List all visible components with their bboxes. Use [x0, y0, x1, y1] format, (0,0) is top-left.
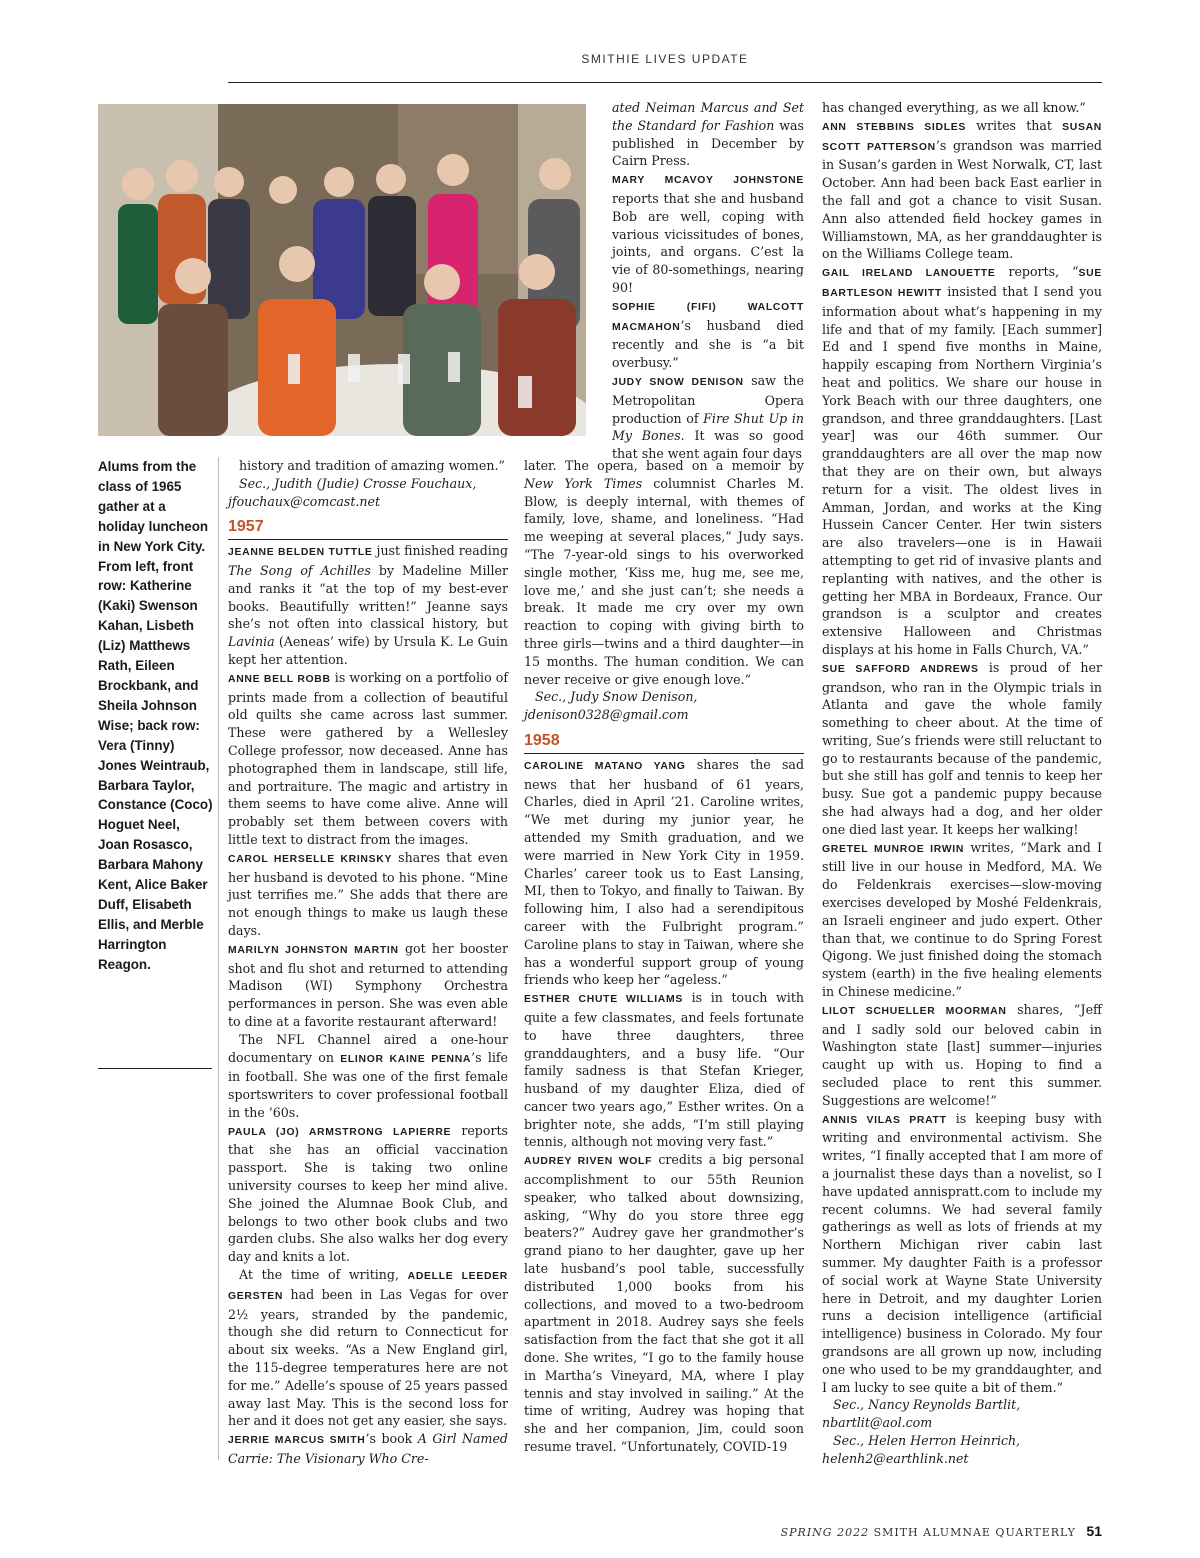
alum-name: SOPHIE (FIFI) WALCOTT MACMAHON: [612, 301, 804, 333]
alum-name: ANNE BELL ROBB: [228, 673, 331, 685]
secretary-email: nbartlit@aol.com: [822, 1415, 933, 1431]
secretary-email: jfouchaux@comcast.net: [228, 493, 381, 509]
entry-paragraph: JEANNE BELDEN TUTTLE just finished reading The Song of Achilles by Madeline Miller and ranks it “at the top of my best-ever books. Beautifully written!” Jeanne says she’s not often into classical history, but Lavinia (Aeneas’ wife) by Ursula K. Le Guin kept her attention.: [228, 543, 509, 667]
alum-name: JUDY SNOW DENISON: [612, 376, 744, 388]
entry-paragraph: GRETEL MUNROE IRWIN writes, “Mark and I still live in our house in Medford, MA. We do Feldenkrais exercises—slow-moving exercises developed by Moshé Feldenkrais, an Israeli engineer and judo expert. Other than that, we continue to do Spring Forest Qigong. We just finished doing the stomach system (earth) in the five healing elements in Chinese medicine.”: [822, 839, 1102, 1000]
alum-name: MARY MCAVOY JOHNSTONE: [612, 175, 804, 187]
running-head: SMITHIE LIVES UPDATE: [581, 52, 749, 66]
class-year-heading: 1958: [524, 732, 804, 754]
alum-name: CAROLINE MATANO YANG: [524, 760, 686, 772]
alum-name: ANNIS VILAS PRATT: [822, 1114, 947, 1126]
alum-name: GAIL IRELAND LANOUETTE: [822, 268, 996, 280]
class-year-heading: 1957: [228, 518, 508, 540]
entry-paragraph: At the time of writing, ADELLE LEEDER GERSTEN had been in Las Vegas for over 2½ years, stranded by the pandemic, though she did return to Connecticut for about six weeks. “As a New England girl, the 115-degree temperatures here are not for me.” Adelle’s spouse of 25 years passed away last May. This is the second loss for her and it does not get any easier, she says.: [228, 1267, 508, 1429]
entry-paragraph: GAIL IRELAND LANOUETTE reports, “SUE BARTLESON HEWITT insisted that I send you information about what’s happening in my life and that of my family. [Each summer] Ed and I spend five months in Maine, happily escaping from Northern Virginia’s heat and politics. We share our house in York Beach with our three daughters, one grandson, and three granddaughters. [Last year] was our 46th summer. Our granddaughters are all over the map now that they are on their own, but always return for a visit. The oldest lives in Amman, Jordan, and works at the King Hussein Cancer Center. Her twin sisters are also travelers—one is in Hawaii attempting to get rid of invasive plants and replanting with natives, and the other is getting her MBA in Bordeaux, France. Our grandson is a sculptor and creates extensive Halloween and Christmas displays at his home in Falls Church, VA.”: [822, 264, 1103, 657]
alum-name: AUDREY RIVEN WOLF: [524, 1156, 653, 1168]
class-secretary: Sec., Nancy Reynolds Bartlit,: [833, 1397, 1021, 1413]
entry-paragraph: LILOT SCHUELLER MOORMAN shares, “Jeff and I sadly sold our beloved cabin in Washington state [last] summer—injuries caught up with us. Hoping to find a secluded place to rent this summer. Suggestions are welcome!”: [822, 1001, 1102, 1108]
group-photo: [98, 104, 586, 436]
alum-name: SUE BARTLESON HEWITT: [822, 268, 1102, 299]
entry-paragraph: CAROLINE MATANO YANG shares the sad news that her husband of 61 years, Charles, died in April ’21. Caroline writes, “We met during my junior year, he attended my Smith graduation, and we were married in New York City in 1959. Charles’ career took us to East Lansing, MI, then to Tokyo, and finally to Taiwan. By following him, I also had a serendipitous career with the Fulbright program.” Caroline plans to stay in Taiwan, where she has a wonderful support group of young friends who keep her “ageless.”: [524, 756, 805, 988]
alum-name: ELINOR KAINE PENNA: [340, 1053, 472, 1065]
caption-rule: [98, 1068, 212, 1069]
entry-paragraph: later. The opera, based on a memoir by New York Times columnist Charles M. Blow, is deeply internal, with themes of family, love, shame, and loneliness. “Had me weeping at several places,” Judy says. “The 7-year-old sings to his overworked single mother, ‘Kiss me, hug me, see me, love me,’ and she just can’t; she needs a break. It made me cry over my own reaction to coping with giving birth to three girls—twins and a third daughter—in 15 months. The human condition. We can never receive or give enough love.”: [524, 458, 804, 687]
entry-paragraph: ated Neiman Marcus and Set the Standard for Fashion was published in December by Cairn Press.: [612, 100, 804, 169]
class-secretary: Sec., Helen Herron Heinrich,: [833, 1432, 1021, 1448]
entry-paragraph: JUDY SNOW DENISON saw the Metropolitan Opera production of Fire Shut Up in My Bones. It was so good that she went again four days: [612, 372, 805, 462]
page-footer: [781, 1523, 1102, 1539]
alum-name: ANN STEBBINS SIDLES: [822, 121, 967, 133]
entry-paragraph: ANNIS VILAS PRATT is keeping busy with writing and environmental activism. She writes, “I finally accepted that I am more of a journalist these days than a novelist, so I have updated annispratt.com to include my recent columns. We had several family gatherings as well as lots of friends at my Northern Michigan river cabin last summer. My daughter Faith is a professor of social work at Wayne State University here in Detroit, and my daughter Lorien runs a decision intelligence (artificial intelligence) business in Colorado. My four grandsons are all grown up now, including one who used to be my granddaughter, and I am lucky to see quite a bit of them.”: [822, 1110, 1102, 1395]
alum-name: GRETEL MUNROE IRWIN: [822, 843, 965, 855]
column-1: [228, 457, 508, 1468]
entry-paragraph: SUE SAFFORD ANDREWS is proud of her grandson, who ran in the Olympic trials in Atlanta and gave the whole family something to cheer about. At the time of writing, Sue’s friends were still reluctant to go to restaurants because of the pandemic, but she still has golf and tennis to keep her busy. Sue got a pandemic puppy because she had always had a dog, and her older one died last year. It keeps her walking!: [822, 659, 1102, 837]
entry-paragraph: ESTHER CHUTE WILLIAMS is in touch with quite a few classmates, and feels fortunate to have three daughters, three granddaughters, and a busy life. “Our family sadness is that Stefan Krieger, husband of my daughter Eliza, died of cancer two years ago,” Esther writes. On a brighter note, she adds, “I’m still playing tennis, although not moving very fast.”: [524, 990, 804, 1150]
header-rule: [228, 82, 1102, 83]
entry-paragraph: The NFL Channel aired a one-hour documentary on ELINOR KAINE PENNA’s life in football. She was one of the first female sportswriters to cover professional football in the ’60s.: [228, 1031, 509, 1120]
alum-name: SUE SAFFORD ANDREWS: [822, 663, 979, 675]
entry-paragraph: MARILYN JOHNSTON MARTIN got her booster shot and flu shot and returned to attending Madison (WI) Symphony Orchestra performances in person. She was even able to dine at a favorite restaurant afterward!: [228, 940, 508, 1029]
entry-paragraph: AUDREY RIVEN WOLF credits a big personal accomplishment to our 55th Reunion speaker, who talked about downsizing, asking, “Why do you store three egg beaters?” Audrey gave her grandmother’s grand piano to her daughter, gave up her late husband’s pool table, successfully distributed 1,000 books from his collections, and moved to a two-bedroom apartment in 2018. Audrey says she feels satisfaction from the fact that she got it all done. She writes, “I go to the family house in Martha’s Vineyard, MA, where I play tennis and stay involved in sailing.” At the time of writing, Audrey was hoping that she and her companion, Jim, could soon resume travel. “Unfortunately, COVID-19: [524, 1152, 804, 1455]
class-secretary: Sec., Judy Snow Denison,: [535, 689, 698, 705]
entry-paragraph: ANN STEBBINS SIDLES writes that SUSAN SCOTT PATTERSON’s grandson was married in Susan’s garden in West Norwalk, CT, last October. Ann had been back East earlier in the fall and got a chance to visit Susan. Ann also attended field hockey games in Williamstown, MA, as her granddaughter is on the Williams College team.: [822, 117, 1102, 262]
secretary-email: jdenison0328@gmail.com: [524, 707, 689, 723]
column-2: [612, 99, 804, 463]
paragraph: history and tradition of amazing women.”: [239, 458, 505, 473]
photo-caption: Alums from the class of 1965 gather at a holiday luncheon in New York City. From left, front row: Katherine (Kaki) Swenson Kahan, Lisbeth (Liz) Matthews Rath, Eileen Brockbank, and Sheila Johnson Wise; back row: Vera (Tinny) Jones Weintraub, Barbara Taylor, Constance (Coco) Hoguet Neel, Joan Rosasco, Barbara Mahony Kent, Alice Baker Duff, Elisabeth Ellis, and Merble Harrington Reagon.: [98, 459, 213, 972]
column-divider: [218, 457, 219, 1460]
entry-paragraph: SOPHIE (FIFI) WALCOTT MACMAHON’s husband died recently and she is “a bit overbusy.”: [612, 301, 804, 371]
secretary-email: helenh2@earthlink.net: [822, 1450, 969, 1466]
issue-date: SPRING 2022: [780, 1526, 870, 1539]
entry-paragraph: PAULA (JO) ARMSTRONG LAPIERRE reports that she has an official vaccination passport. She is taking two online university courses to keep her mind alive. She joined the Alumnae Book Club, and belongs to two other book clubs and two garden clubs. She also walks her dog every day and knits a lot.: [228, 1122, 508, 1265]
alum-name: ESTHER CHUTE WILLIAMS: [524, 994, 683, 1006]
class-secretary: Sec., Judith (Judie) Crosse Fouchaux,: [239, 475, 477, 491]
entry-paragraph: ANNE BELL ROBB is working on a portfolio of prints made from a collection of beautiful old quilts she came across last summer. These were gathered by a Wellesley College professor, now deceased. Anne has photographed them in landscape, still life, and portraiture. The magic and artistry in them seems to have come alive. Anne will probably set them between covers with little text to distract from the images.: [228, 669, 508, 847]
publication-title: SMITH ALUMNAE QUARTERLY: [873, 1526, 1076, 1539]
alum-name: LILOT SCHUELLER MOORMAN: [822, 1005, 1007, 1017]
alum-name: MARILYN JOHNSTON MARTIN: [228, 944, 399, 956]
column-3: [524, 457, 804, 1456]
alum-name: CAROL HERSELLE KRINSKY: [228, 853, 393, 865]
alum-name: PAULA (JO) ARMSTRONG LAPIERRE: [228, 1126, 452, 1138]
entry-paragraph: JERRIE MARCUS SMITH’s book A Girl Named Carrie: The Visionary Who Cre-: [228, 1431, 508, 1467]
paragraph: has changed everything, as we all know.”: [822, 100, 1086, 115]
alum-name: JEANNE BELDEN TUTTLE: [228, 547, 373, 559]
alum-name: SUSAN SCOTT PATTERSON: [822, 121, 1102, 153]
column-4: [822, 99, 1102, 1468]
photo-illustration: [98, 104, 586, 436]
entry-paragraph: MARY MCAVOY JOHNSTONE reports that she and husband Bob are well, coping with various vicissitudes of bones, joints, and organs. C’est la vie of 80-somethings, nearing 90!: [612, 175, 804, 295]
page-number: 51: [1086, 1523, 1102, 1539]
entry-paragraph: CAROL HERSELLE KRINSKY shares that even her husband is devoted to his phone. “Mine just terrifies me.” She adds that there are not enough things to make us laugh these days.: [228, 849, 508, 938]
alum-name: JERRIE MARCUS SMITH: [228, 1435, 366, 1447]
alum-name: ADELLE LEEDER GERSTEN: [228, 1271, 508, 1302]
